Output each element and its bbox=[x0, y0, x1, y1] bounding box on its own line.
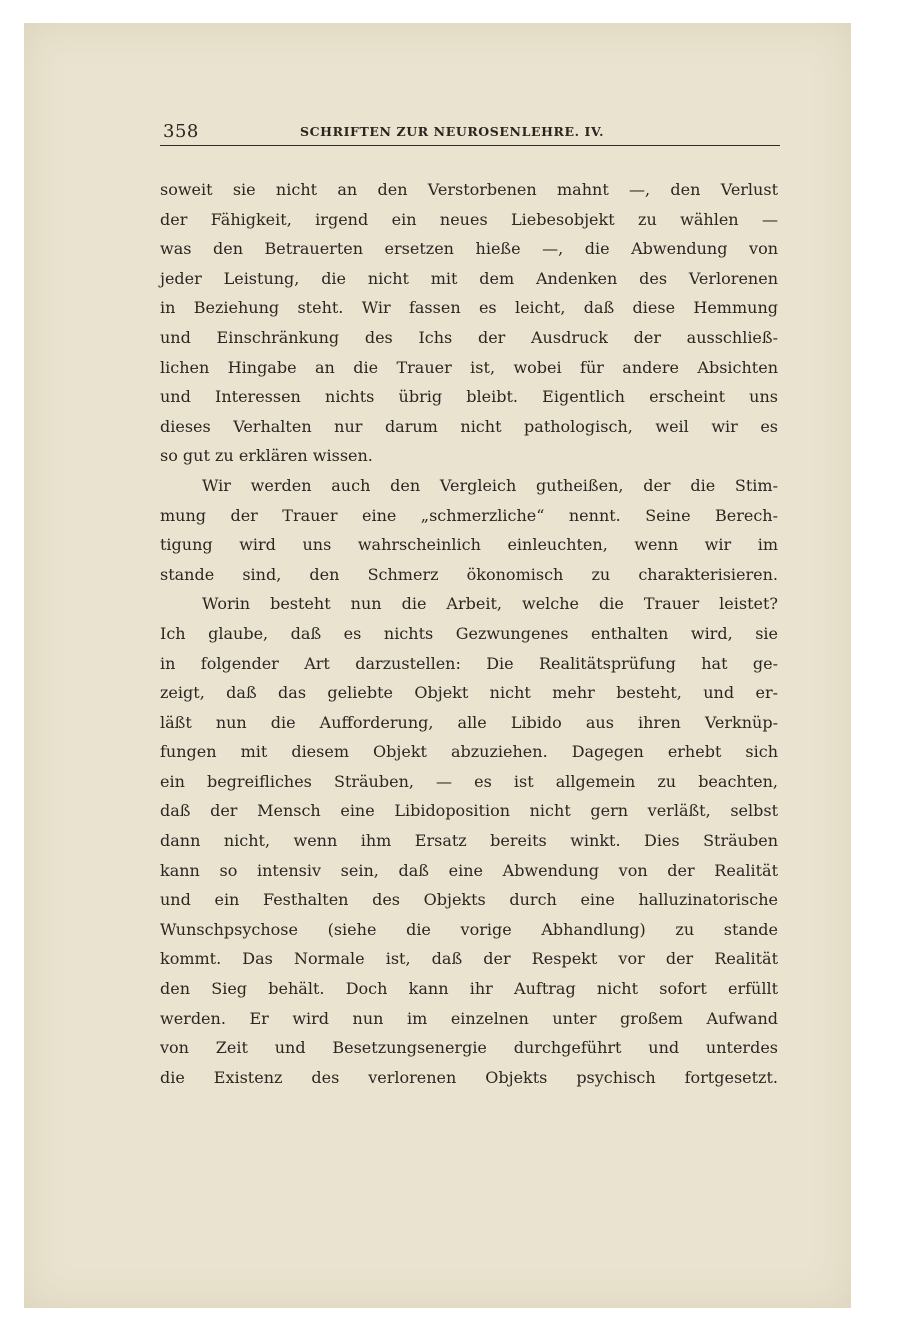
text-line: läßt nun die Aufforderung, alle Libido aus ihren Verknüp- bbox=[160, 712, 778, 732]
text-line: von Zeit und Besetzungsenergie durchgeführt und unterdes bbox=[160, 1038, 778, 1058]
text-line: die Existenz des verlorenen Objekts psychisch fortgesetzt. bbox=[160, 1067, 778, 1087]
text-line: und Interessen nichts übrig bleibt. Eigentlich erscheint uns bbox=[160, 387, 778, 407]
text-line: Wir werden auch den Vergleich gutheißen, der die Stim- bbox=[202, 475, 778, 495]
text-line: kommt. Das Normale ist, daß der Respekt vor der Realität bbox=[160, 949, 778, 969]
running-head: SCHRIFTEN ZUR NEUROSENLEHRE. IV. bbox=[300, 124, 605, 139]
text-line: dann nicht, wenn ihm Ersatz bereits winkt. Dies Sträuben bbox=[160, 831, 778, 851]
text-line: lichen Hingabe an die Trauer ist, wobei für andere Absichten bbox=[160, 357, 778, 377]
text-line: und ein Festhalten des Objekts durch eine halluzinatorische bbox=[160, 890, 778, 910]
text-line: Ich glaube, daß es nichts Gezwungenes enthalten wird, sie bbox=[160, 623, 778, 643]
text-line: Worin besteht nun die Arbeit, welche die Trauer leistet? bbox=[202, 594, 778, 614]
text-line: mung der Trauer eine „schmerzliche“ nennt. Seine Berech- bbox=[160, 505, 778, 525]
text-line: ein begreifliches Sträuben, — es ist allgemein zu beachten, bbox=[160, 771, 778, 791]
text-line: werden. Er wird nun im einzelnen unter großem Aufwand bbox=[160, 1008, 778, 1028]
text-line: dieses Verhalten nur darum nicht pathologisch, weil wir es bbox=[160, 416, 778, 436]
text-line: so gut zu erklären wissen. bbox=[160, 446, 373, 466]
text-line: jeder Leistung, die nicht mit dem Andenken des Verlorenen bbox=[160, 268, 778, 288]
book-page bbox=[24, 23, 851, 1308]
text-line: zeigt, daß das geliebte Objekt nicht mehr besteht, und er- bbox=[160, 683, 778, 703]
text-line: der Fähigkeit, irgend ein neues Liebesobjekt zu wählen — bbox=[160, 209, 778, 229]
text-line: in Beziehung steht. Wir fassen es leicht, daß diese Hemmung bbox=[160, 298, 778, 318]
text-line: den Sieg behält. Doch kann ihr Auftrag nicht sofort erfüllt bbox=[160, 979, 778, 999]
text-line: in folgender Art darzustellen: Die Realitätsprüfung hat ge- bbox=[160, 653, 778, 673]
text-line: fungen mit diesem Objekt abzuziehen. Dagegen erhebt sich bbox=[160, 742, 778, 762]
text-line: stande sind, den Schmerz ökonomisch zu charakterisieren. bbox=[160, 564, 778, 584]
text-line: soweit sie nicht an den Verstorbenen mahnt —, den Verlust bbox=[160, 180, 778, 199]
text-line: Wunschpsychose (siehe die vorige Abhandlung) zu stande bbox=[160, 919, 778, 939]
page-number: 358 bbox=[163, 121, 199, 142]
text-line: und Einschränkung des Ichs der Ausdruck der ausschließ- bbox=[160, 327, 778, 347]
page-header bbox=[160, 119, 780, 146]
text-line: tigung wird uns wahrscheinlich einleuchten, wenn wir im bbox=[160, 535, 778, 555]
body-text bbox=[160, 175, 778, 1092]
text-line: daß der Mensch eine Libidoposition nicht gern verläßt, selbst bbox=[160, 801, 778, 821]
text-line: was den Betrauerten ersetzen hieße —, die Abwendung von bbox=[160, 239, 778, 259]
text-line: kann so intensiv sein, daß eine Abwendung von der Realität bbox=[160, 860, 778, 880]
